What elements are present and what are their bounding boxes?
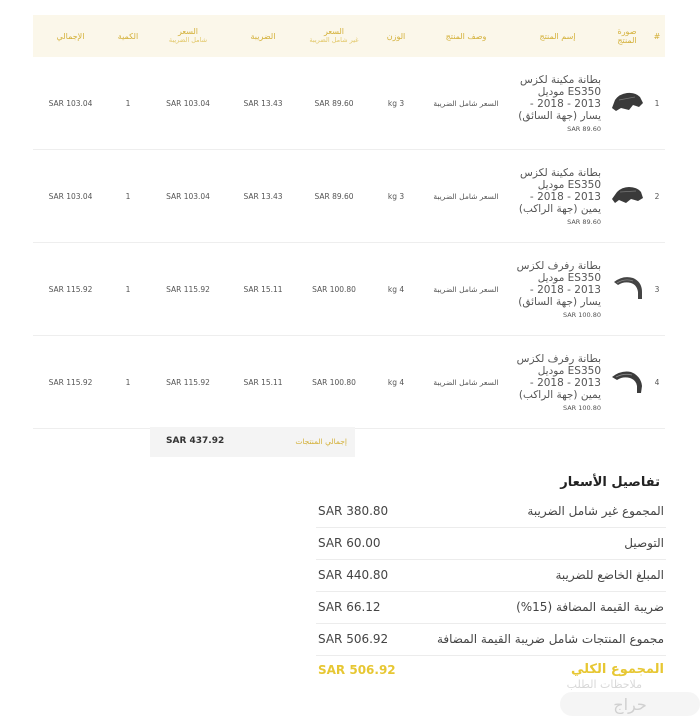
pricing-details (316, 470, 666, 686)
pricing-row (316, 624, 666, 656)
pricing-row-label: مجموع المنتجات شامل ضريبة القيمة المضافة (436, 632, 664, 646)
row-index: 1 (649, 57, 665, 150)
table-row (33, 57, 665, 150)
engine-liner-left-icon (609, 88, 645, 116)
row-index: 3 (649, 243, 665, 336)
row-index: 4 (649, 336, 665, 429)
products-subtotal-value: SAR 437.92 (166, 436, 225, 446)
product-name-cell (510, 150, 605, 243)
header-price (298, 15, 370, 57)
fender-liner-left-icon (609, 274, 645, 302)
pricing-row-label: ضريبة القيمة المضافة (15%) (516, 600, 664, 614)
row-price: SAR 89.60 (298, 150, 370, 243)
header-tax: الضريبة (228, 15, 298, 57)
row-qty: 1 (108, 336, 148, 429)
header-description: وصف المنتج (422, 15, 510, 57)
header-name: إسم المنتج (510, 15, 605, 57)
product-unit-price: SAR 100.80 (562, 310, 601, 319)
row-description: السعر شامل الضريبة (422, 57, 510, 150)
table-row (33, 150, 665, 243)
table-row (33, 243, 665, 336)
grand-total-value: SAR 506.92 (318, 663, 396, 677)
pricing-title: تفاصيل الأسعار (560, 475, 660, 490)
row-total: SAR 103.04 (33, 57, 108, 150)
pricing-row-value: SAR 440.80 (318, 568, 389, 582)
row-price: SAR 89.60 (298, 57, 370, 150)
row-price-incl: SAR 103.04 (148, 150, 228, 243)
grand-total-label: المجموع الكلي (570, 662, 664, 677)
products-subtotal-row (150, 427, 355, 457)
header-price-incl-sub: شامل الضريبة (168, 36, 208, 44)
pricing-row (316, 528, 666, 560)
pricing-row-value: SAR 66.12 (318, 600, 381, 614)
row-qty: 1 (108, 243, 148, 336)
row-tax: SAR 13.43 (228, 150, 298, 243)
header-qty: الكمية (108, 15, 148, 57)
product-name[interactable]: بطانة رفرف لكزس ES350 موديل 2013 - 2018 - يسار (جهة السائق) (516, 259, 601, 308)
product-name-cell (510, 57, 605, 150)
row-tax: SAR 13.43 (228, 57, 298, 150)
product-unit-price: SAR 100.80 (562, 403, 601, 412)
row-price-incl: SAR 103.04 (148, 57, 228, 150)
row-qty: 1 (108, 57, 148, 150)
row-total: SAR 115.92 (33, 243, 108, 336)
row-tax: SAR 15.11 (228, 243, 298, 336)
row-price-incl: SAR 115.92 (148, 336, 228, 429)
pricing-row (316, 496, 666, 528)
row-index: 2 (649, 150, 665, 243)
pricing-row (316, 592, 666, 624)
row-weight: 4 kg (370, 243, 422, 336)
watermark-text: حراج (613, 695, 647, 714)
header-price-label: السعر (323, 27, 345, 36)
header-price-sub: غير شامل الضريبة (309, 36, 359, 44)
products-subtotal-label: إجمالي المنتجات (295, 437, 347, 446)
fender-liner-right-icon (609, 367, 645, 395)
pricing-row-label: التوصيل (624, 536, 664, 550)
product-name-cell (510, 336, 605, 429)
row-description: السعر شامل الضريبة (422, 336, 510, 429)
row-description: السعر شامل الضريبة (422, 243, 510, 336)
pricing-row (316, 560, 666, 592)
row-price: SAR 100.80 (298, 243, 370, 336)
pricing-row-value: SAR 506.92 (318, 632, 389, 646)
table-row (33, 336, 665, 429)
row-description: السعر شامل الضريبة (422, 150, 510, 243)
header-weight: الوزن (370, 15, 422, 57)
product-name[interactable]: بطانة مكينة لكزس ES350 موديل 2013 - 2018 - يسار (جهة السائق) (518, 73, 601, 122)
row-weight: 4 kg (370, 336, 422, 429)
product-image[interactable] (605, 150, 649, 243)
table-header-row (33, 15, 665, 57)
header-image: صورة المنتج (605, 15, 649, 57)
order-items-table-wrap (33, 15, 665, 429)
product-image[interactable] (605, 243, 649, 336)
row-tax: SAR 15.11 (228, 336, 298, 429)
product-name[interactable]: بطانة مكينة لكزس ES350 موديل 2013 - 2018 - يمين (جهة الراكب) (518, 166, 601, 215)
header-index: # (649, 15, 665, 57)
row-price: SAR 100.80 (298, 336, 370, 429)
header-price-incl (148, 15, 228, 57)
row-total: SAR 103.04 (33, 150, 108, 243)
pricing-row-label: المبلغ الخاضع للضريبة (555, 568, 664, 582)
product-name-cell (510, 243, 605, 336)
engine-liner-right-icon (609, 181, 645, 209)
product-image[interactable] (605, 336, 649, 429)
row-price-incl: SAR 115.92 (148, 243, 228, 336)
header-price-incl-label: السعر (177, 27, 199, 36)
pricing-row-label: المجموع غير شامل الضريبة (527, 504, 664, 518)
pricing-row-value: SAR 60.00 (318, 536, 381, 550)
product-unit-price: SAR 89.60 (567, 217, 601, 226)
product-unit-price: SAR 89.60 (567, 124, 601, 133)
row-weight: 3 kg (370, 57, 422, 150)
row-weight: 3 kg (370, 150, 422, 243)
order-items-table (33, 15, 665, 429)
pricing-row-value: SAR 380.80 (318, 504, 389, 518)
header-total: الإجمالي (33, 15, 108, 57)
product-name[interactable]: بطانة رفرف لكزس ES350 موديل 2013 - 2018 - يمين (جهة الراكب) (516, 352, 601, 401)
order-notes-label: ملاحظات الطلب (566, 678, 642, 691)
row-qty: 1 (108, 150, 148, 243)
row-total: SAR 115.92 (33, 336, 108, 429)
product-image[interactable] (605, 57, 649, 150)
haraj-watermark-logo (560, 688, 700, 716)
